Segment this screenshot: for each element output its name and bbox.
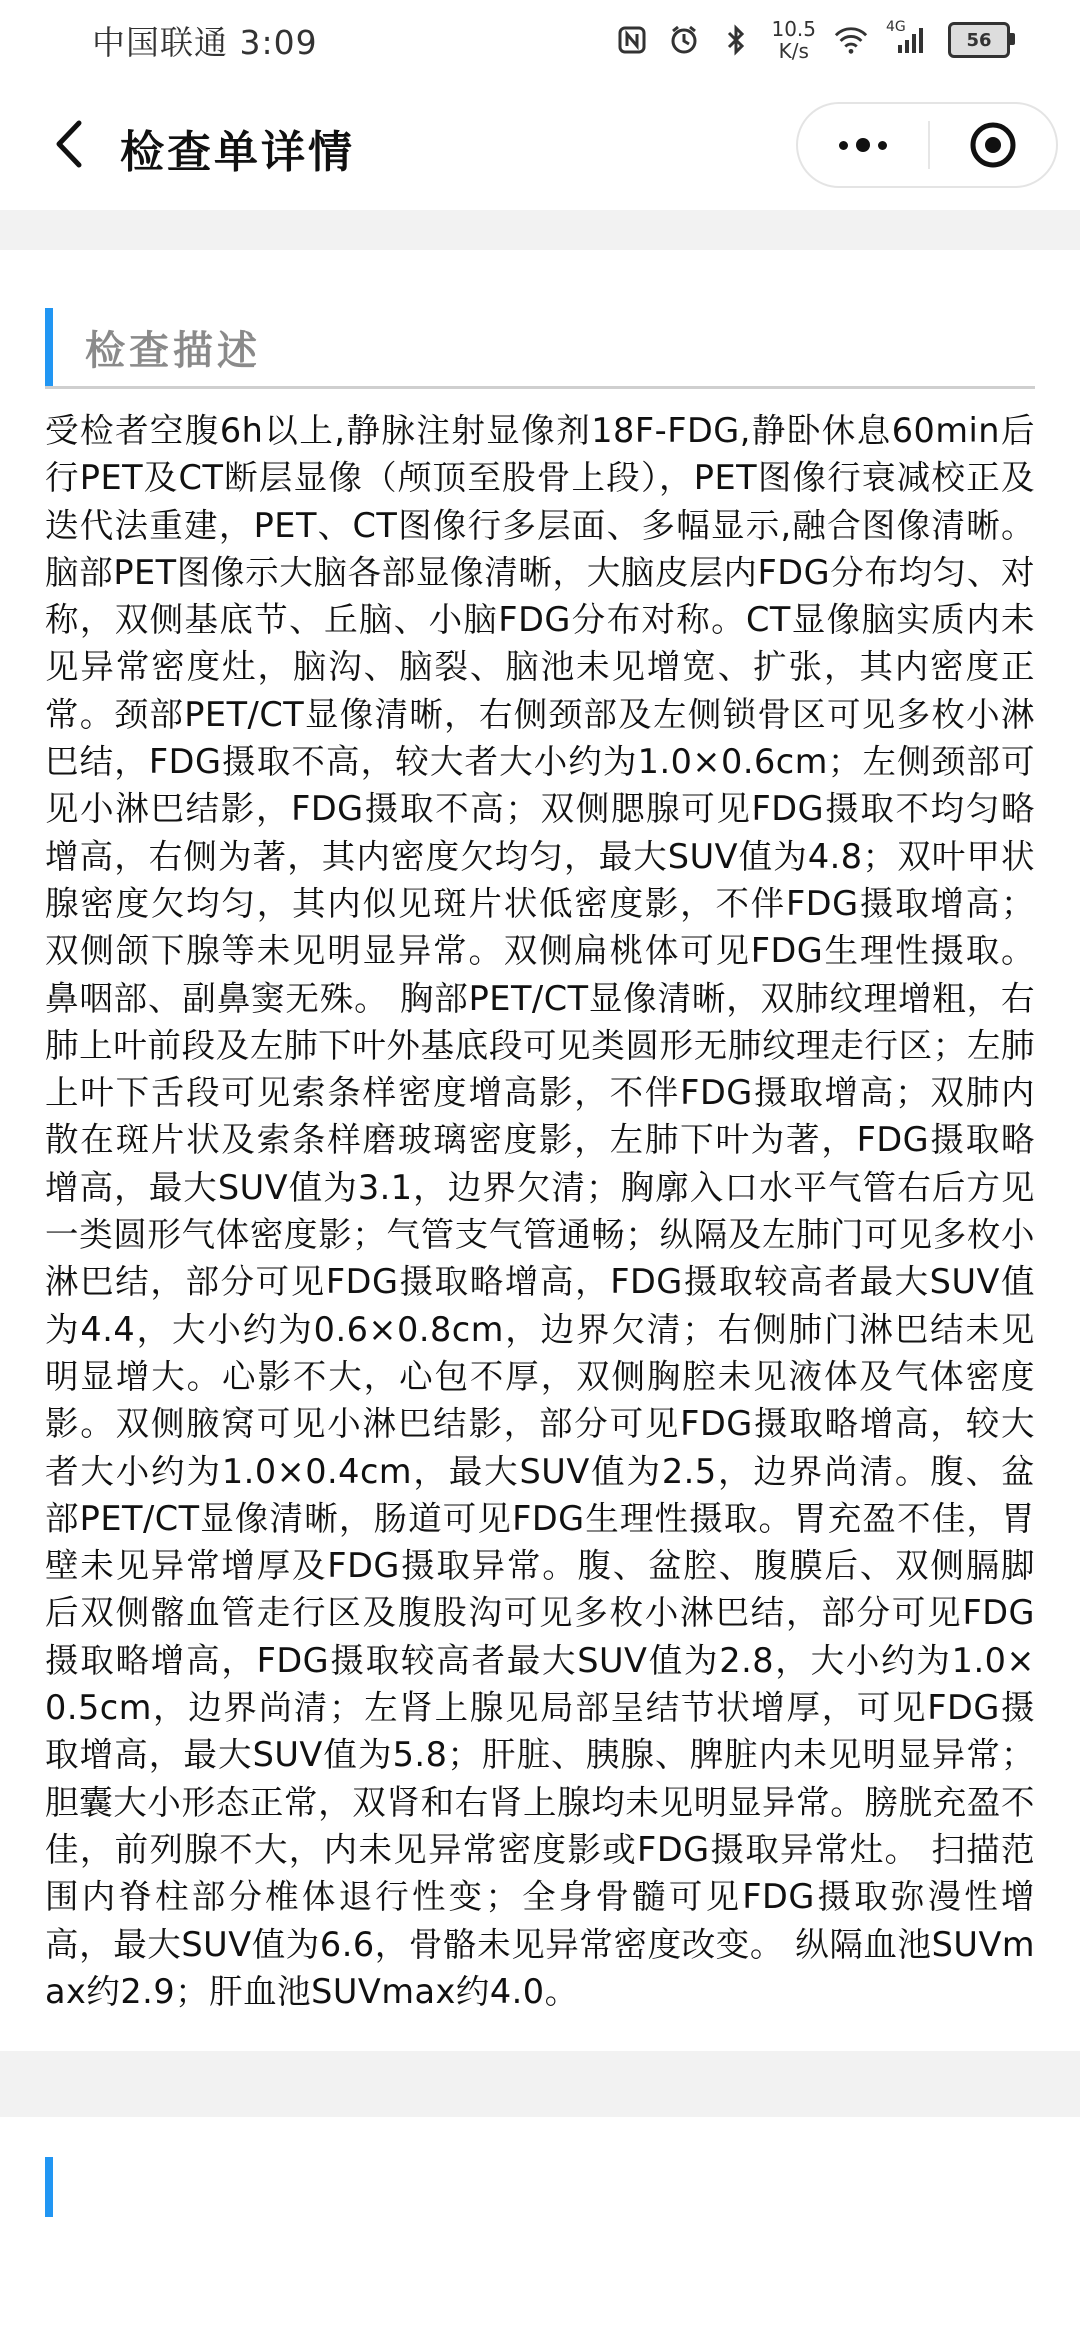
more-dot-right: [878, 141, 887, 150]
next-section-header: [0, 2117, 1080, 2217]
status-icons: [615, 18, 1010, 62]
wifi-icon: [834, 23, 868, 57]
chevron-left-icon: [53, 119, 87, 169]
description-card: [0, 250, 1080, 2051]
nav-bar: [0, 80, 1080, 210]
alarm-icon: [667, 23, 701, 57]
section-header: [45, 308, 1035, 389]
back-button[interactable]: [40, 114, 100, 174]
status-bar: [0, 0, 1080, 80]
accent-bar-next: [45, 2157, 53, 2217]
signal-icon: [886, 19, 930, 57]
net-speed-unit: K/s: [778, 39, 809, 63]
signal-label: 4G: [886, 19, 906, 35]
section-title: 检查描述: [85, 327, 261, 374]
target-icon: [968, 120, 1018, 170]
net-speed-value: 10.5: [771, 17, 816, 41]
more-button[interactable]: [798, 138, 928, 152]
divider-gap-bottom: [0, 2051, 1080, 2117]
more-dots-icon: [839, 141, 848, 150]
accent-bar: [45, 308, 53, 386]
carrier-time: 中国联通 3:09: [92, 22, 318, 62]
miniprogram-capsule: [796, 102, 1058, 188]
battery-indicator: 56: [948, 22, 1010, 58]
more-dot-center: [856, 138, 870, 152]
page-title: 检查单详情: [120, 127, 355, 178]
bluetooth-icon: [719, 23, 753, 57]
close-miniprogram-button[interactable]: [930, 120, 1056, 170]
net-speed: [771, 18, 816, 62]
exam-description: 受检者空腹6h以上,静脉注射显像剂18F-FDG,静卧休息60min后行PET及CT断层显像（颅顶至股骨上段），PET图像行衰减校正及迭代法重建，PET、CT图像行多层面、多幅显示,融合图像清晰。 脑部PET图像示大脑各部显像清晰，大脑皮层内FDG分布均匀、对称，双侧基底节、丘脑、小脑FDG分布对称。CT显像脑实质内未见异常密度灶，脑沟、脑裂、脑池未见增宽、扩张，其内密度正常。颈部PET/CT显像清晰，右侧颈部及左侧锁骨区可见多枚小淋巴结，FDG摄取不高，较大者大小约为1.0×0.6cm；左侧颈部可见小淋巴结影，FDG摄取不高；双侧腮腺可见FDG摄取不均匀略增高，右侧为著，其内密度欠均匀，最大SUV值为4.8；双叶甲状腺密度欠均匀，其内似见斑片状低密度影，不伴FDG摄取增高；双侧颌下腺等未见明显异常。双侧扁桃体可见FDG生理性摄取。鼻咽部、副鼻窦无殊。 胸部PET/CT显像清晰，双肺纹理增粗，右肺上叶前段及左肺下叶外基底段可见类圆形无肺纹理走行区；左肺上叶下舌段可见索条样密度增高影，不伴FDG摄取增高；双肺内散在斑片状及索条样磨玻璃密度影，左肺下叶为著，FDG摄取略增高，最大SUV值为3.1，边界欠清；胸廓入口水平气管右后方见一类圆形气体密度影；气管支气管通畅；纵隔及左肺门可见多枚小淋巴结，部分可见FDG摄取略增高，FDG摄取较高者最大SUV值为4.4，大小约为0.6×0.8cm，边界欠清；右侧肺门淋巴结未见明显增大。心影不大，心包不厚，双侧胸腔未见液体及气体密度影。双侧腋窝可见小淋巴结影，部分可见FDG摄取略增高，较大者大小约为1.0×0.4cm，最大SUV值为2.5，边界尚清。腹、盆部PET/CT显像清晰，肠道可见FDG生理性摄取。胃充盈不佳，胃壁未见异常增厚及FDG摄取异常。腹、盆腔、腹膜后、双侧膈脚后双侧髂血管走行区及腹股沟可见多枚小淋巴结，部分可见FDG摄取略增高，FDG摄取较高者最大SUV值为2.8，大小约为1.0×0.5cm，边界尚清；左肾上腺见局部呈结节状增厚，可见FDG摄取增高，最大SUV值为5.8；肝脏、胰腺、脾脏内未见明显异常；胆囊大小形态正常，双肾和右肾上腺均未见明显异常。膀胱充盈不佳，前列腺不大，内未见异常密度影或FDG摄取异常灶。 扫描范围内脊柱部分椎体退行性变；全身骨髓可见FDG摄取弥漫性增高，最大SUV值为6.6，骨骼未见异常密度改变。 纵隔血池SUVmax约2.9；肝血池SUVmax约4.0。: [45, 411, 1035, 2011]
divider-gap: [0, 210, 1080, 250]
nfc-icon: [615, 23, 649, 57]
